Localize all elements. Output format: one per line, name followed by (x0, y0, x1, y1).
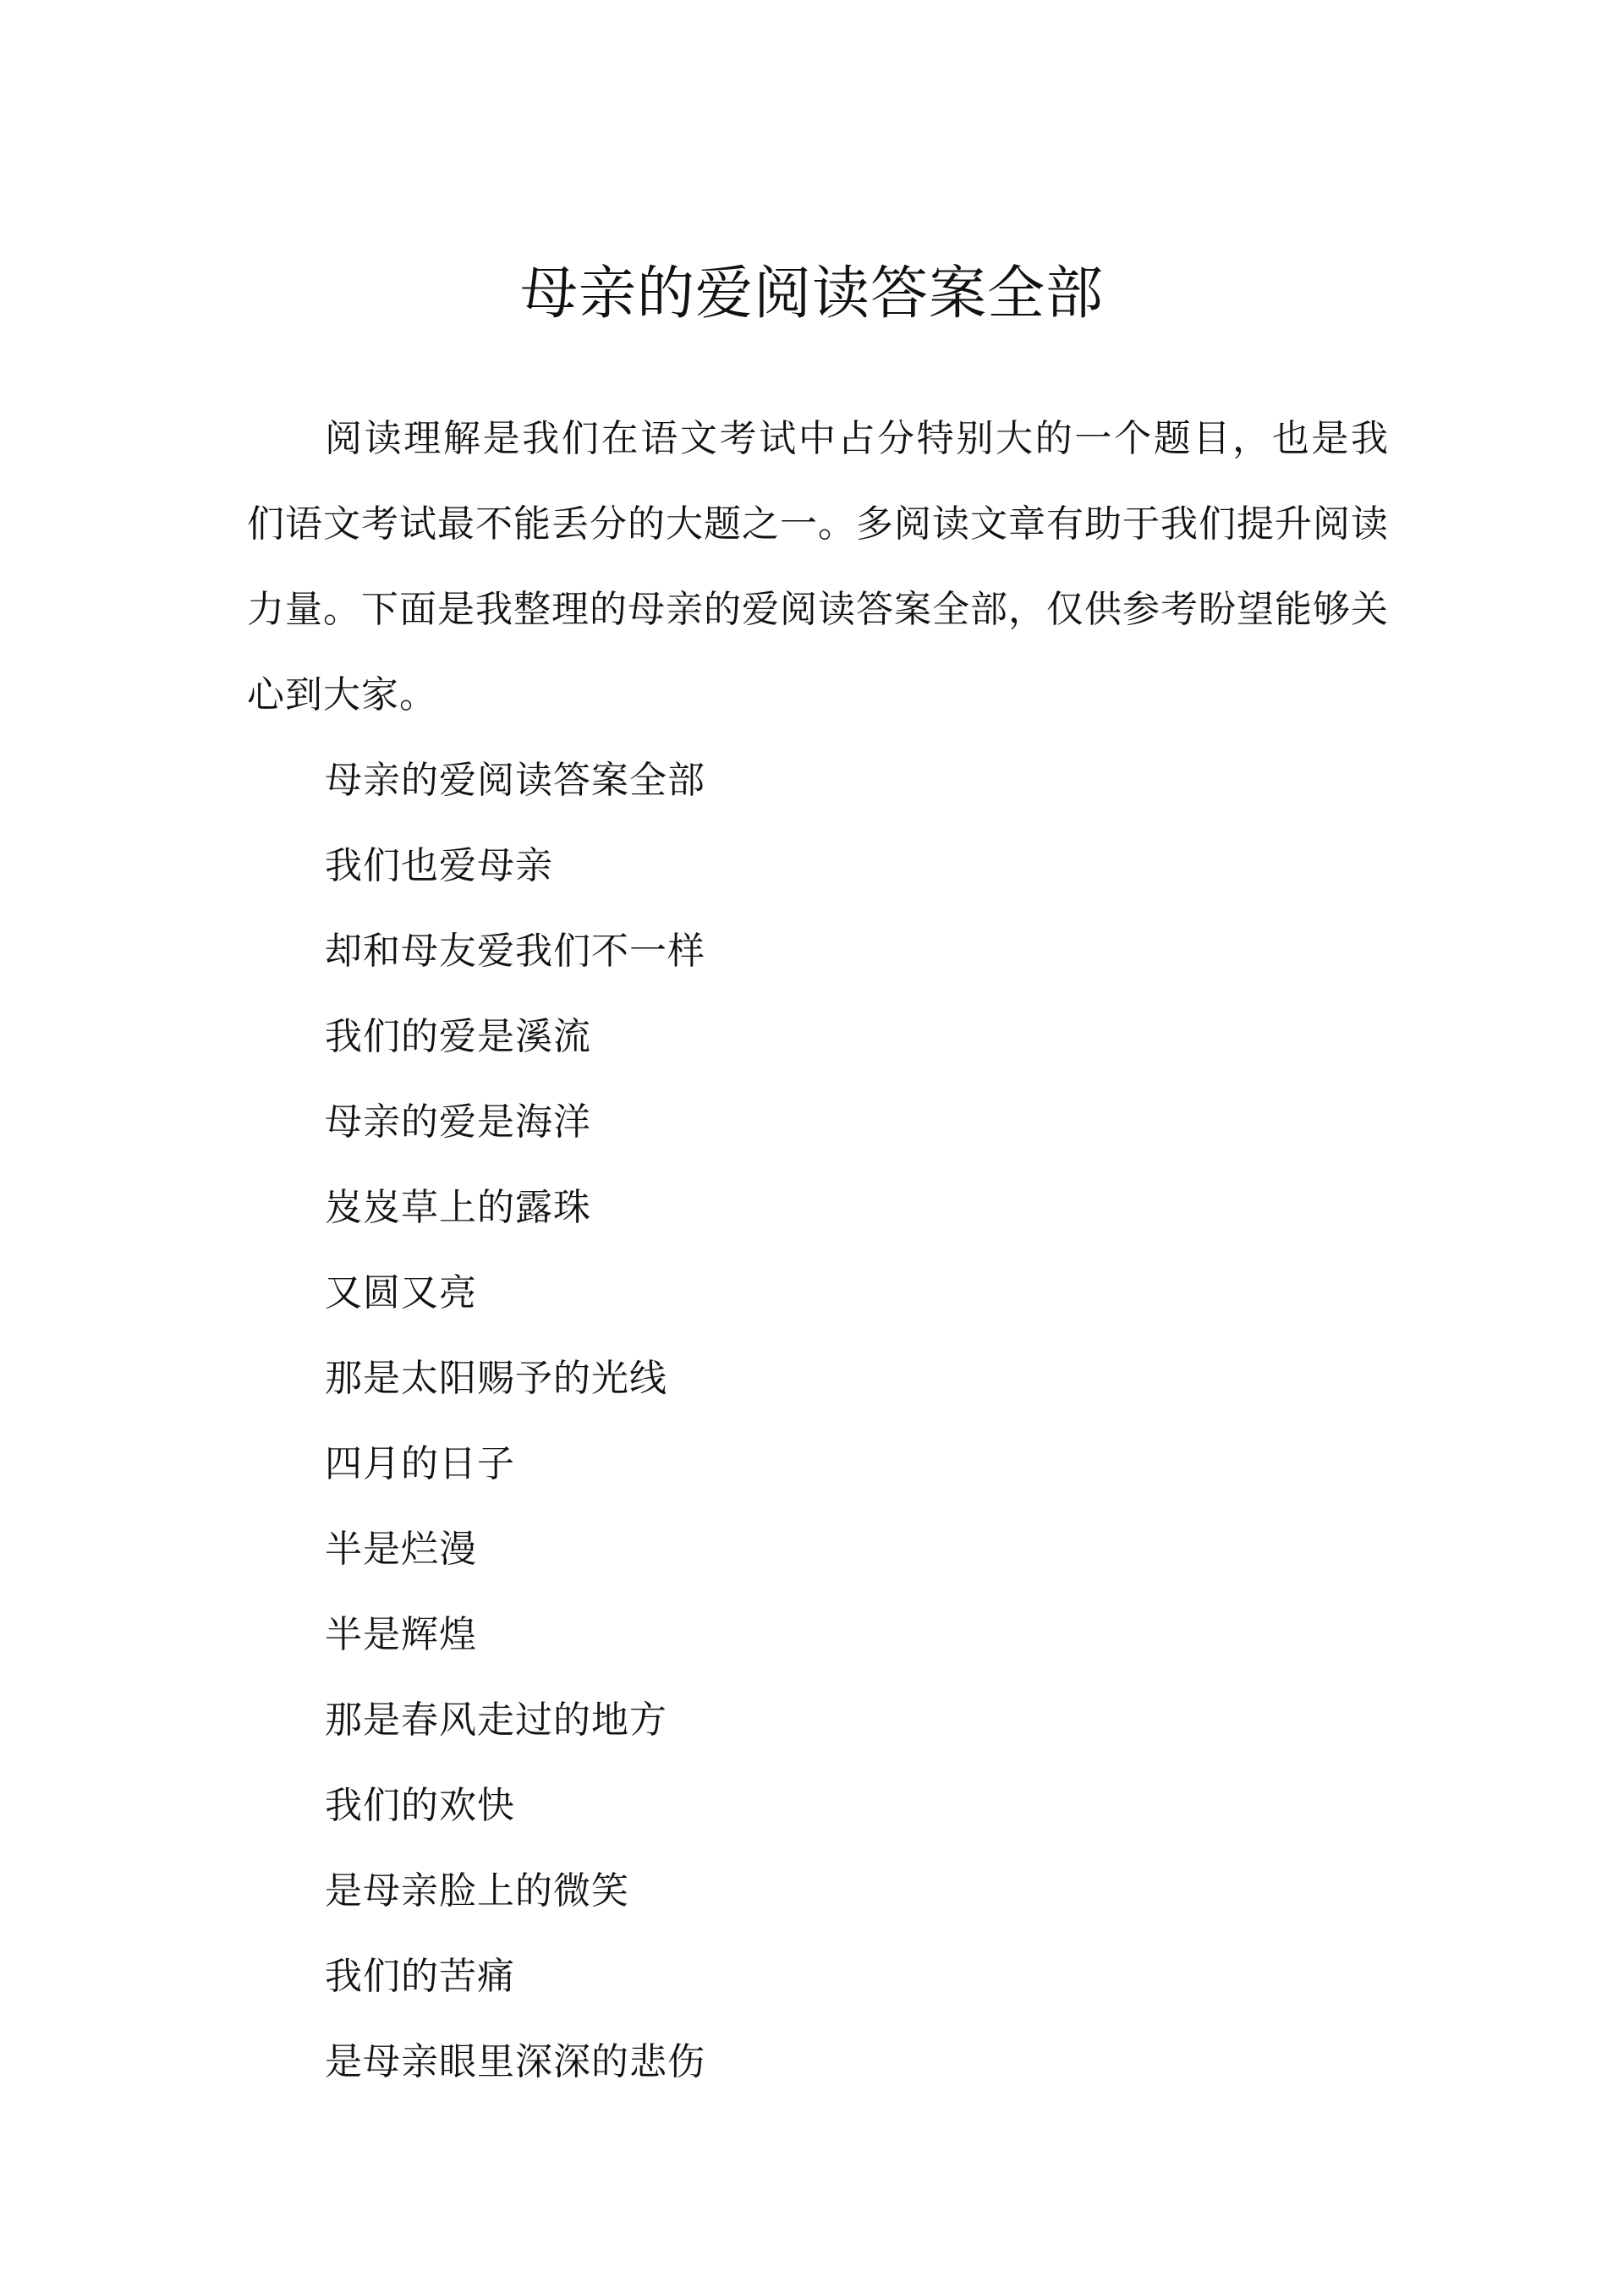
poem-line: 却和母友爱我们不一样 (325, 930, 705, 973)
poem-line: 我们的欢快 (325, 1784, 515, 1827)
intro-paragraph: 阅读理解是我们在语文考试中占分特别大的一个题目，也是我们语文考试最不能丢分的大题之一。多阅读文章有助于我们提升阅读力量。下面是我整理的母亲的爱阅读答案全部，仅供参考盼望能够关心到大家。 (247, 417, 1389, 716)
poem-lines (325, 738, 1340, 2105)
poem-line: 是母亲眼里深深的悲伤 (325, 2040, 705, 2083)
poem-line: 我们的爱是溪流 (325, 1015, 591, 1058)
poem-line: 那是春风走过的地方 (325, 1699, 667, 1742)
poem-line: 是母亲脸上的微笑 (325, 1869, 629, 1913)
poem-line: 母亲的爱是海洋 (325, 1100, 591, 1144)
poem-line: 半是辉煌 (325, 1613, 477, 1656)
poem-line: 我们的苦痛 (325, 1955, 515, 1998)
poem-line: 四月的日子 (325, 1442, 515, 1485)
poem-line: 那是太阳赐予的光线 (325, 1357, 667, 1400)
poem-line: 又圆又亮 (325, 1271, 477, 1314)
document-title: 母亲的爱阅读答案全部 (519, 261, 1104, 327)
poem-line: 岌岌草上的露珠 (325, 1186, 591, 1229)
poem-line: 我们也爱母亲 (325, 844, 553, 887)
poem-line: 母亲的爱阅读答案全部 (325, 759, 705, 802)
poem-line: 半是烂漫 (325, 1528, 477, 1571)
